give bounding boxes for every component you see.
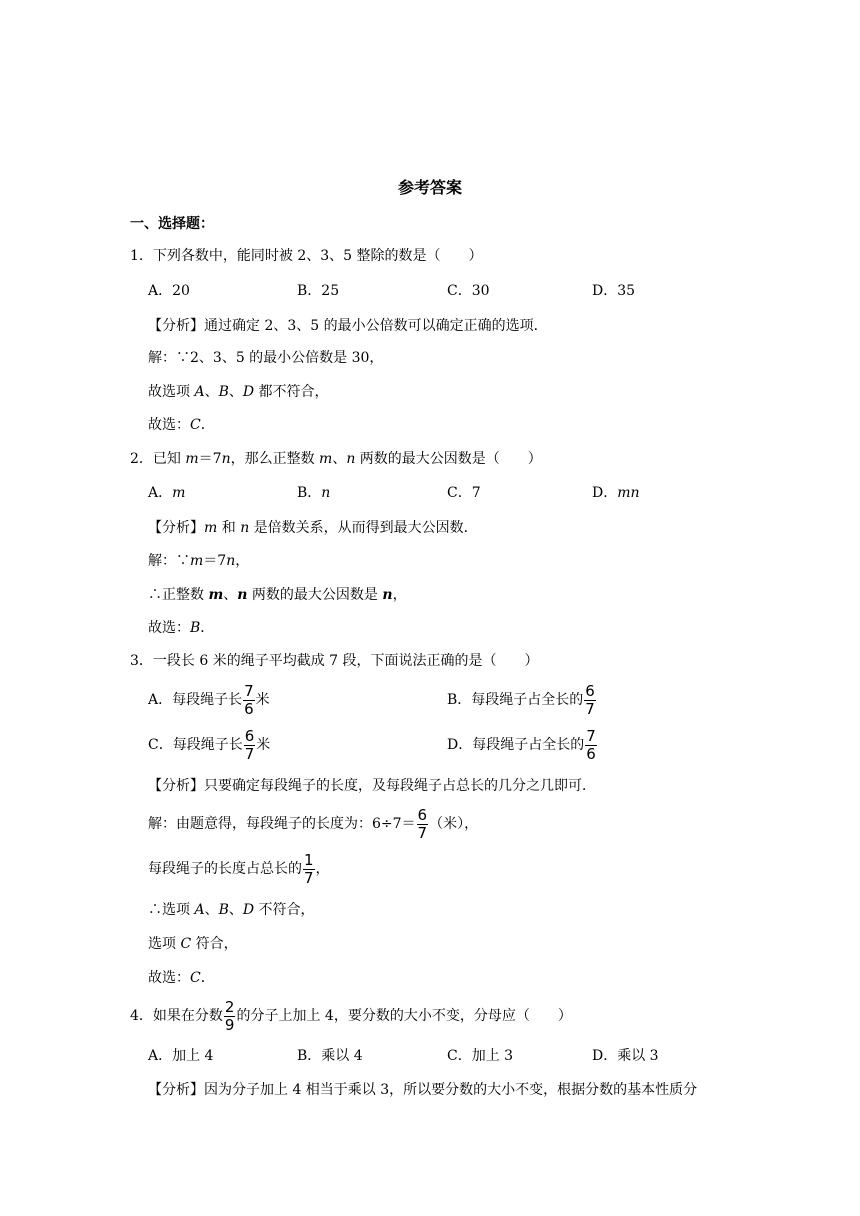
- fraction: $\frac{7}{6}$: [586, 726, 596, 763]
- q3-solution-4: 选项 C 符合，: [148, 936, 238, 952]
- q3-solution-1: 解：由题意得，每段绳子的长度为：6÷7＝ $\frac{6}{7}$ （米），: [148, 805, 479, 842]
- q2-answer: 故选：B．: [148, 620, 215, 636]
- q4-option-d: D．乘以 3: [592, 1048, 659, 1064]
- fraction: $\frac{6}{7}$: [244, 726, 255, 763]
- fraction: $\frac{7}{6}$: [244, 681, 254, 718]
- q2-option-b: B．n: [297, 485, 331, 501]
- q3-answer: 故选：C．: [148, 970, 215, 986]
- question-2-stem: 2．已知 m＝7n，那么正整数 m、n 两数的最大公因数是（ ）: [130, 451, 542, 467]
- q1-option-b: B．25: [297, 283, 340, 299]
- question-3-stem: 3．一段长 6 米的绳子平均截成 7 段，下面说法正确的是（ ）: [130, 653, 539, 669]
- q3-analysis: 【分析】只要确定每段绳子的长度，及每段绳子占总长的几分之几即可．: [148, 778, 596, 794]
- fraction: $\frac{2}{9}$: [224, 997, 235, 1034]
- page-title: 参考答案: [397, 178, 462, 197]
- q3-solution-3: ∴选项 A、B、D 不符合，: [148, 902, 315, 918]
- q4-analysis: 【分析】因为分子加上 4 相当于乘以 3，所以要分数的大小不变，根据分数的基本性质分: [148, 1082, 698, 1098]
- q3-option-d: D．每段绳子占全长的 $\frac{7}{6}$: [447, 726, 596, 763]
- fraction: $\frac{6}{7}$: [585, 681, 595, 718]
- q2-option-d: D．mn: [592, 485, 640, 501]
- question-4-stem: 4．如果在分数 $\frac{2}{9}$ 的分子上加上 4，要分数的大小不变，分母应（ ）: [130, 997, 572, 1034]
- q1-analysis: 【分析】通过确定 2、3、5 的最小公倍数可以确定正确的选项．: [148, 318, 548, 334]
- q2-solution-2: ∴正整数 m、n 两数的最大公因数是 n，: [148, 587, 407, 603]
- q4-option-c: C．加上 3: [447, 1048, 514, 1064]
- question-1-stem: 1．下列各数中，能同时被 2、3、5 整除的数是（ ）: [130, 248, 483, 264]
- fraction: $\frac{6}{7}$: [417, 805, 428, 842]
- q4-option-b: B．乘以 4: [297, 1048, 363, 1064]
- q2-option-a: A．m: [148, 485, 186, 501]
- q3-option-b: B．每段绳子占全长的 $\frac{6}{7}$: [447, 681, 595, 718]
- section-heading: 一、选择题：: [130, 216, 214, 232]
- q4-option-a: A．加上 4: [148, 1048, 214, 1064]
- q2-option-c: C．7: [447, 485, 481, 501]
- q1-option-a: A．20: [148, 283, 190, 299]
- q2-solution-1: 解：∵m＝7n，: [148, 553, 250, 569]
- q3-option-a: A．每段绳子长 $\frac{7}{6}$ 米: [148, 681, 270, 718]
- q1-solution-2: 故选项 A、B、D 都不符合，: [148, 384, 329, 400]
- q1-option-c: C．30: [447, 283, 490, 299]
- q1-answer: 故选：C．: [148, 417, 215, 433]
- q1-solution-1: 解：∵2、3、5 的最小公倍数是 30，: [148, 350, 384, 366]
- fraction: $\frac{1}{7}$: [304, 850, 314, 887]
- q3-solution-2: 每段绳子的长度占总长的 $\frac{1}{7}$ ，: [148, 850, 330, 887]
- q3-option-c: C．每段绳子长 $\frac{6}{7}$ 米: [148, 726, 271, 763]
- q2-analysis: 【分析】m 和 n 是倍数关系，从而得到最大公因数．: [148, 520, 478, 536]
- q1-option-d: D．35: [592, 283, 636, 299]
